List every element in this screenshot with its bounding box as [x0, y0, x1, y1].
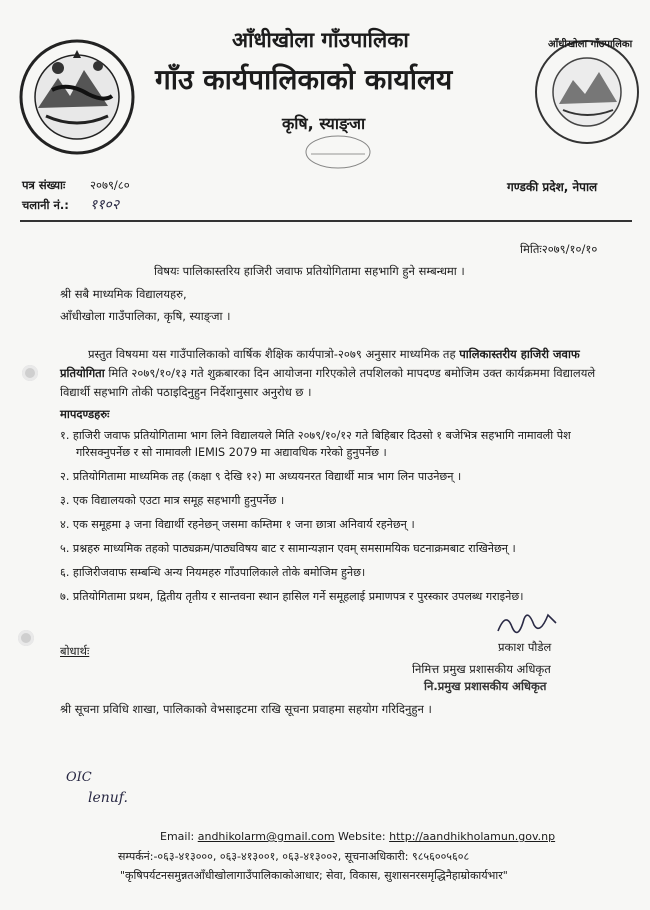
handwritten-initial: lenuf. — [88, 790, 128, 806]
handwritten-oic: OIC — [66, 770, 92, 785]
punch-hole-top — [22, 365, 38, 381]
cc-label: बोधार्थः — [60, 644, 90, 658]
handwritten-signature — [492, 605, 562, 641]
criteria-item: १. हाजिरी जवाफ प्रतियोगितामा भाग लिने विद्यालयले मिति २०७९/१०/१२ गते बिहिबार दिउसो १ बजेभित्र सहभागि नामावली पेश गरिसक्नुपर्नेछ र सो नामावली IEMIS 2079 मा अद्यावधिक गरेको हुनुपर्नेछ । — [60, 429, 571, 459]
left-emblem-seal — [18, 38, 136, 156]
letter-date: मितिः२०७९/१०/१० — [520, 242, 598, 256]
signatory-title: निमित्त प्रमुख प्रशासकीय अधिकृत — [412, 662, 551, 676]
signatory-name: प्रकाश पौडेल — [498, 640, 552, 654]
criteria-item: ४. एक समूहमा ३ जना विद्यार्थी रहनेछन् जसमा कम्तिमा १ जना छात्रा अनिवार्य रहनेछन् । — [60, 518, 415, 531]
punch-hole-bottom — [18, 630, 34, 646]
address-stamp — [303, 132, 373, 172]
chalani-label: चलानी नं.: — [22, 198, 69, 212]
addressee-line-2: आँधीखोला गाउँपालिका, कृषि, स्याङ्जा । — [60, 309, 231, 323]
right-seal-text: आँधीखोला गाँउपालिका — [548, 39, 633, 50]
footer-contact-web — [160, 830, 555, 843]
body-paragraph — [60, 345, 620, 402]
criteria-heading: मापदण्डहरुः — [60, 407, 110, 421]
cc-line: श्री सूचना प्रविधि शाखा, पालिकाको वेभसाइटमा राखि सूचना प्रवाहमा सहयोग गरिदिनुहुन । — [60, 702, 432, 716]
body-text-part-1: प्रस्तुत विषयमा यस गाउँपालिकाको वार्षिक शैक्षिक कार्यपात्रो-२०७९ अनुसार माध्यमिक तह — [88, 347, 460, 361]
email-label: Email: — [160, 830, 198, 843]
criteria-item: ५. प्रश्नहरु माध्यमिक तहको पाठ्यक्रम/पाठ्यविषय बाट र सामान्यज्ञान एवम् समसामयिक घटनाक्रमबाट राखिनेछन् । — [60, 542, 516, 555]
body-text-part-2: मिति २०७९/१०/१३ गते शुक्रबारका दिन आयोजना गरिएकोले तपशिलको मापदण्ड बमोजिम उक्त कार्यक्रममा विद्यालयले विद्यार्थी सहभागि तोकी पठाइदिनुहुन निर्देशानुसार अनुरोध छ । — [60, 366, 596, 399]
office-name: गाँउ कार्यपालिकाको कार्यालय — [155, 63, 453, 96]
footer-slogan: "कृषिपर्यटनसमुन्नतआँधीखोलागाउँपालिकाकोआधार; सेवा, विकास, सुशासनरसमृद्धिनैहाम्रोकार्यभार" — [120, 869, 508, 882]
header-divider — [20, 220, 632, 222]
province-label: गण्डकी प्रदेश, नेपाल — [507, 180, 598, 194]
office-address: कृषि, स्याङ्जा — [282, 114, 366, 133]
subject-line: विषयः पालिकास्तरिय हाजिरी जवाफ प्रतियोगितामा सहभागि हुने सम्बन्धमा । — [154, 264, 465, 278]
body-text-bold: पालिकास्तरीय हाजिरी जवाफ प्रतियोगिता — [60, 347, 580, 380]
chalani-value: ११०२ — [90, 197, 120, 213]
addressee-line-1: श्री सबै माध्यमिक विद्यालयहरु, — [60, 287, 187, 301]
patra-label: पत्र संख्याः — [22, 178, 66, 192]
patra-value: २०७९/८० — [90, 178, 130, 192]
criteria-item: ७. प्रतियोगितामा प्रथम, द्वितीय तृतीय र सान्तवना स्थान हासिल गर्ने समूहलाई प्रमाणपत्र र पुरस्कार उपलब्ध गराइनेछ। — [60, 590, 524, 603]
criteria-item: ६. हाजिरीजवाफ सम्बन्धि अन्य नियमहरु गाँउपालिकाले तोके बमोजिम हुनेछ। — [60, 566, 366, 579]
signatory-stamp: नि.प्रमुख प्रशासकीय अधिकृत — [424, 679, 547, 693]
criteria-item: २. प्रतियोगितामा माध्यमिक तह (कक्षा ९ देखि १२) मा अध्ययनरत विद्यार्थी मात्र भाग लिन पाउनेछन् । — [60, 470, 462, 483]
footer-phone: सम्पर्कनं:-०६३-४१३०००, ०६३-४१३००१, ०६३-४१३००२, सूचनाअधिकारी: ९८५६००५६०८ — [118, 850, 470, 863]
criteria-item: ३. एक विद्यालयको एउटा मात्र समूह सहभागी हुनुपर्नेछ । — [60, 494, 285, 507]
municipality-name: आँधीखोला गाँउपालिका — [232, 28, 409, 52]
criteria-list — [60, 427, 625, 612]
right-municipal-seal — [533, 38, 641, 146]
website-link[interactable]: http://aandhikholamun.gov.np — [389, 830, 556, 843]
email-link[interactable]: andhikolarm@gmail.com — [197, 830, 335, 843]
website-label: Website: — [334, 830, 390, 843]
